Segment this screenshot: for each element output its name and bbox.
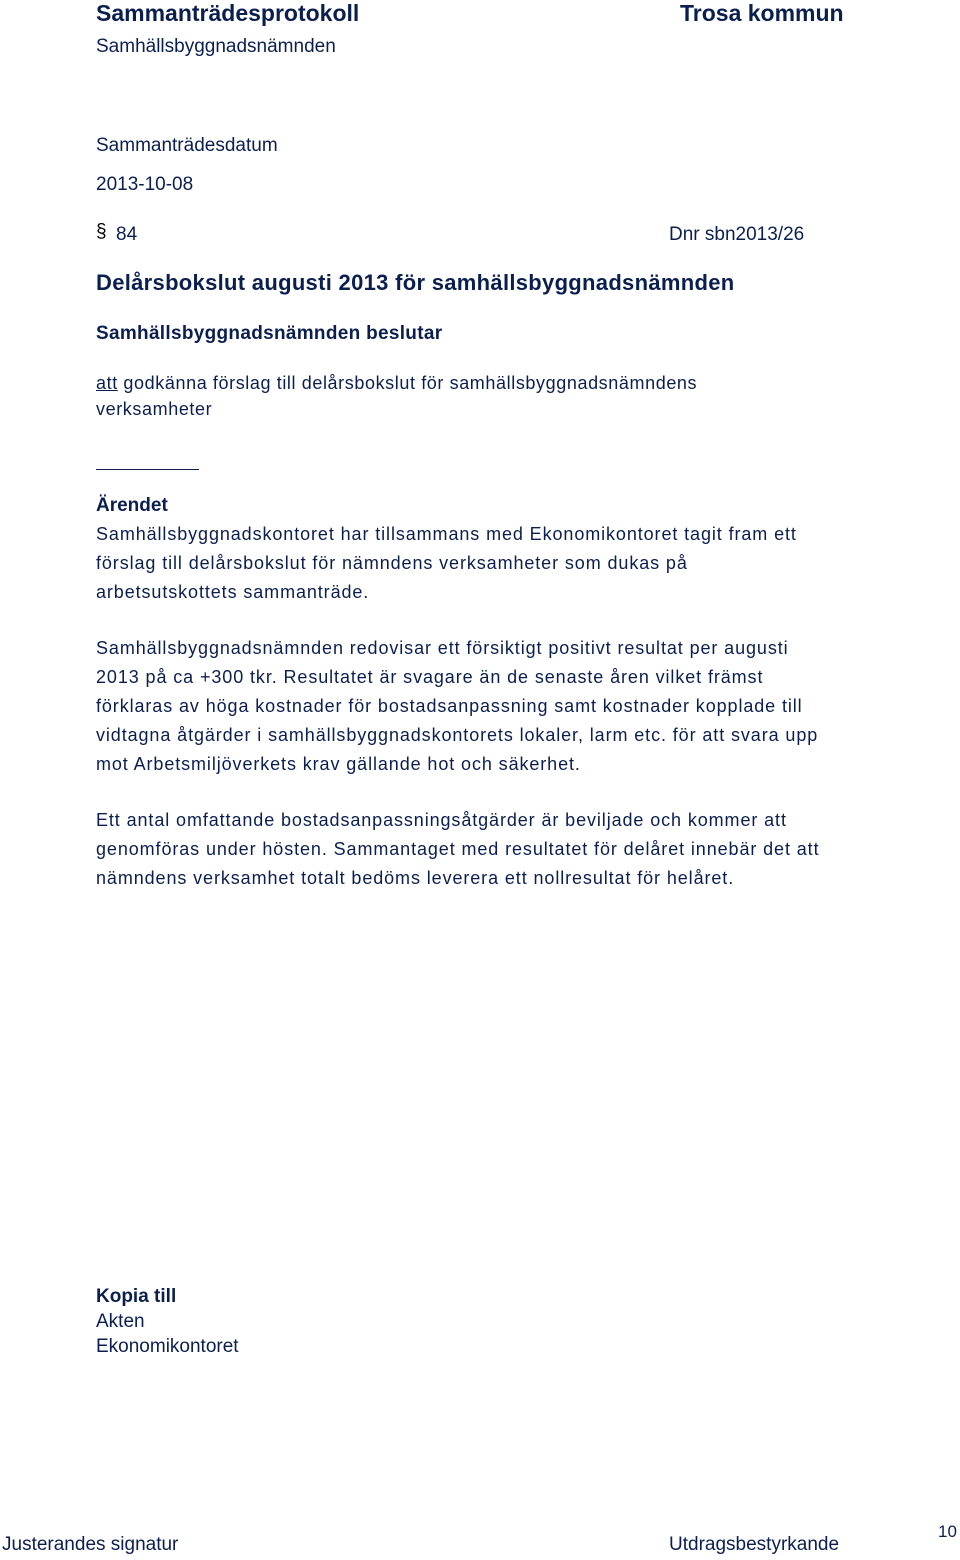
municipality-name: Trosa kommun xyxy=(680,0,844,26)
committee-name: Samhällsbyggnadsnämnden xyxy=(96,36,336,57)
meeting-date: 2013-10-08 xyxy=(96,174,194,195)
matter-p1-line2: förslag till delårsbokslut för nämndens verksamheter som dukas på xyxy=(96,553,688,573)
document-type: Sammanträdesprotokoll xyxy=(96,0,360,26)
decision-att: att xyxy=(96,373,118,393)
separator-line xyxy=(96,469,199,470)
certification-label: Utdragsbestyrkande xyxy=(669,1534,840,1555)
signature-label: Justerandes signatur xyxy=(2,1534,179,1555)
matter-p1-line3: arbetsutskottets sammanträde. xyxy=(96,582,370,602)
matter-p2-line1: Samhällsbyggnadsnämnden redovisar ett försiktigt positivt resultat per augusti xyxy=(96,638,789,658)
copy-recipient-ekonomikontoret: Ekonomikontoret xyxy=(96,1336,239,1357)
case-number: 84 xyxy=(116,224,138,245)
matter-p3-line3: nämndens verksamhet totalt bedöms leverera ett nollresultat för helåret. xyxy=(96,868,735,888)
matter-p2-line2: 2013 på ca +300 tkr. Resultatet är svagare än de senaste åren vilket främst xyxy=(96,667,764,687)
matter-p3-line1: Ett antal omfattande bostadsanpassningsåtgärder är beviljade och kommer att xyxy=(96,810,787,830)
matter-p2-line3: förklaras av höga kostnader för bostadsanpassning samt kostnader kopplade till xyxy=(96,696,803,716)
matter-p2-line5: mot Arbetsmiljöverkets krav gällande hot och säkerhet. xyxy=(96,754,581,774)
document-title: Delårsbokslut augusti 2013 för samhällsbyggnadsnämnden xyxy=(96,270,735,295)
matter-heading: Ärendet xyxy=(96,495,168,516)
copies-heading: Kopia till xyxy=(96,1286,177,1307)
copy-recipient-akten: Akten xyxy=(96,1311,145,1332)
matter-p2-line4: vidtagna åtgärder i samhällsbyggnadskontorets lokaler, larm etc. för att svara upp xyxy=(96,725,819,745)
decision-text-line1 xyxy=(96,370,697,396)
meeting-date-label: Sammanträdesdatum xyxy=(96,135,278,156)
page-number: 10 xyxy=(938,1522,957,1541)
paragraph-symbol: § xyxy=(96,221,107,242)
matter-p1-line1: Samhällsbyggnadskontoret har tillsammans med Ekonomikontoret tagit fram ett xyxy=(96,524,797,544)
decision-heading: Samhällsbyggnadsnämnden beslutar xyxy=(96,323,443,344)
decision-text-line2: verksamheter xyxy=(96,399,213,419)
matter-p3-line2: genomföras under hösten. Sammantaget med resultatet för delåret innebär det att xyxy=(96,839,820,859)
decision-text-rest: godkänna förslag till delårsbokslut för samhällsbyggnadsnämndens xyxy=(117,373,698,393)
case-dnr: Dnr sbn2013/26 xyxy=(669,224,805,245)
